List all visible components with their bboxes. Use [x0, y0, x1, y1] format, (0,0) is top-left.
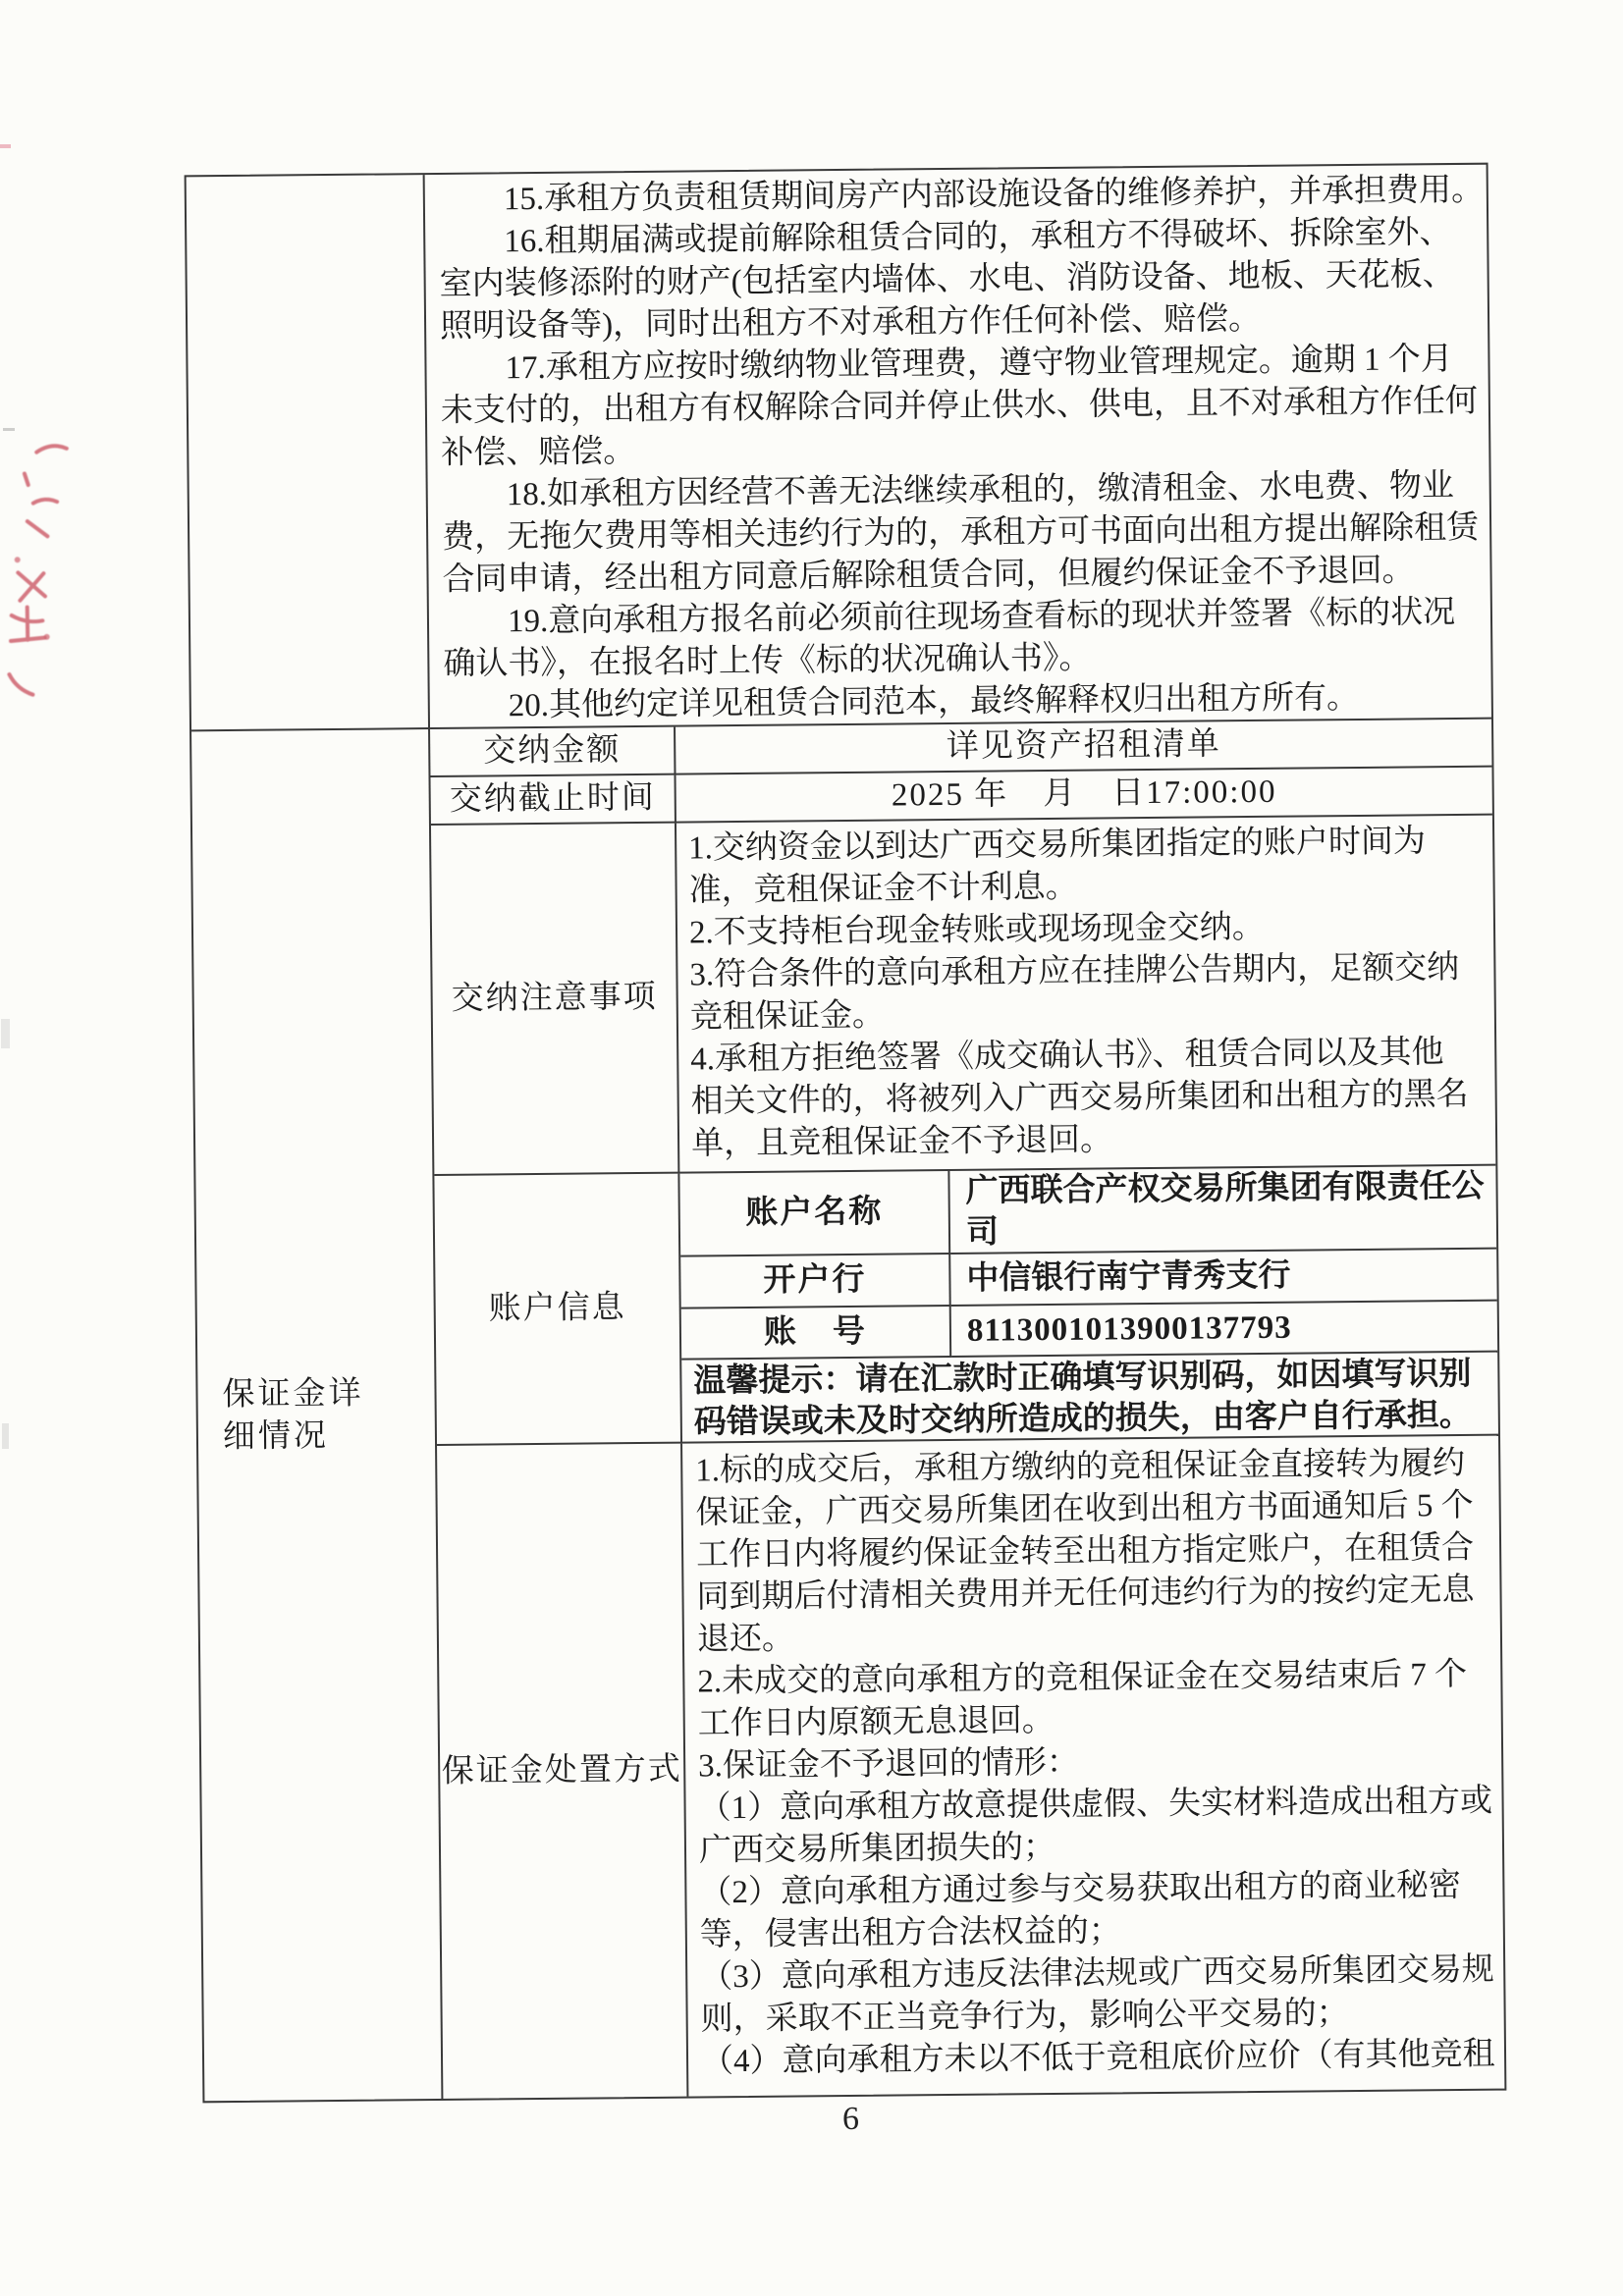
bank-branch-value: 中信银行南宁青秀支行 [950, 1250, 1496, 1307]
scan-artifact-pink [0, 144, 11, 148]
deposit-section-label-cell [191, 729, 443, 2101]
payment-notes-content: 1.交纳资金以到达广西交易所集团指定的账户时间为 准，竞租保证金不计利息。 2.不支持柜台现金转账或现场现金交纳。 3.符合条件的意向承租方应在挂牌公告期内，足额交纳 竞租保证金。 4.承租方拒绝签署《成交确认书》、租赁合同以及其他 相关文件的，将被列入广西交易所集团和出租方的黑名 单，且竞租保证金不予退回。 [676, 816, 1495, 1174]
scan-artifact-gray [2, 1423, 9, 1449]
account-info-label: 账户信息 [434, 1174, 682, 1446]
remittance-tip: 温馨提示：请在汇款时正确填写识别码，如因填写识别 码错误或未及时交纳所造成的损失，由客户自行承担。 [681, 1353, 1498, 1444]
page-number: 6 [842, 2101, 859, 2137]
deposit-disposal-content: 1.标的成交后，承租方缴纳的竞租保证金直接转为履约 保证金，广西交易所集团在收到出租方书面通知后 5 个 工作日内将履约保证金转至出租方指定账户，在租赁合 同到期后付清相关费用并无任何违约行为的按约定无息 退还。 2.未成交的意向承租方的竞租保证金在交易结束后 7 个 工作日内原额无息退回。 3.保证金不予退回的情形： （1）意向承租方故意提供虚假、失实材料造成出租方或 广西交易所集团损失的； （2）意向承租方通过参与交易获取出租方的商业秘密 等，侵害出租方合法权益的； （3）意向承租方违反法律法规或广西交易所集团交易规 则，采取不正当竞争行为，影响公平交易的； （4）意向承租方未以不低于竞租底价应价（有其他竞租 [695, 1445, 1495, 2080]
deposit-disposal-label: 保证金处置 方式 [437, 1444, 688, 2099]
account-number-value: 8113001013900137793 [951, 1302, 1497, 1358]
payment-amount-label: 交纳金额 [430, 727, 676, 777]
payment-deadline-label: 交纳截止时间 [431, 775, 676, 826]
account-name-label: 账户名称 [679, 1171, 950, 1257]
red-stamp-fragment-icon [0, 427, 95, 728]
account-number-label: 账 号 [681, 1307, 951, 1361]
payment-amount-value: 详见资产招租清单 [676, 720, 1491, 775]
payment-notes-label: 交纳注意事项 [431, 824, 679, 1176]
deposit-section-label: 保证金详 细情况 [222, 1375, 364, 1455]
lease-listing-table [185, 163, 1507, 2104]
bank-branch-label: 开户行 [680, 1255, 950, 1309]
scan-artifact-gray [3, 428, 15, 431]
payment-deadline-value: 2025 年 月 日17:00:00 [676, 768, 1491, 824]
empty-spanner-cell [187, 175, 430, 731]
terms-15-20-cell: 15.承租方负责租赁期间房产内部设施设备的维修养护，并承担费用。 16.租期届满或提前解除租赁合同的，承租方不得破坏、拆除室外、 室内装修添附的财产(包括室内墙体、水电、消防设备、地板、天花板、 照明设备等)，同时出租方不对承租方作任何补偿、赔偿。 17.承租方应按时缴纳物业管理费，遵守物业管理规定。逾期 1 个月 未支付的，出租方有权解除合同并停止供水、供电，且不对承租方作任何 补偿、赔偿。 18.如承租方因经营不善无法继续承租的，缴清租金、水电费、物业 费，无拖欠费用等相关违约行为的，承租方可书面向出租方提出解除租赁 合同申请，经出租方同意后解除租赁合同，但履约保证金不予退回。 19.意向承租方报名前必须前往现场查看标的现状并签署《标的状况 确认书》，在报名时上传《标的状况确认书》。 20.其他约定详见租赁合同范本，最终解释权归出租方所有。 [425, 165, 1491, 729]
scan-artifact-gray [1, 1019, 10, 1048]
account-name-value: 广西联合产权交易所集团有限责任公 司 [949, 1166, 1496, 1255]
